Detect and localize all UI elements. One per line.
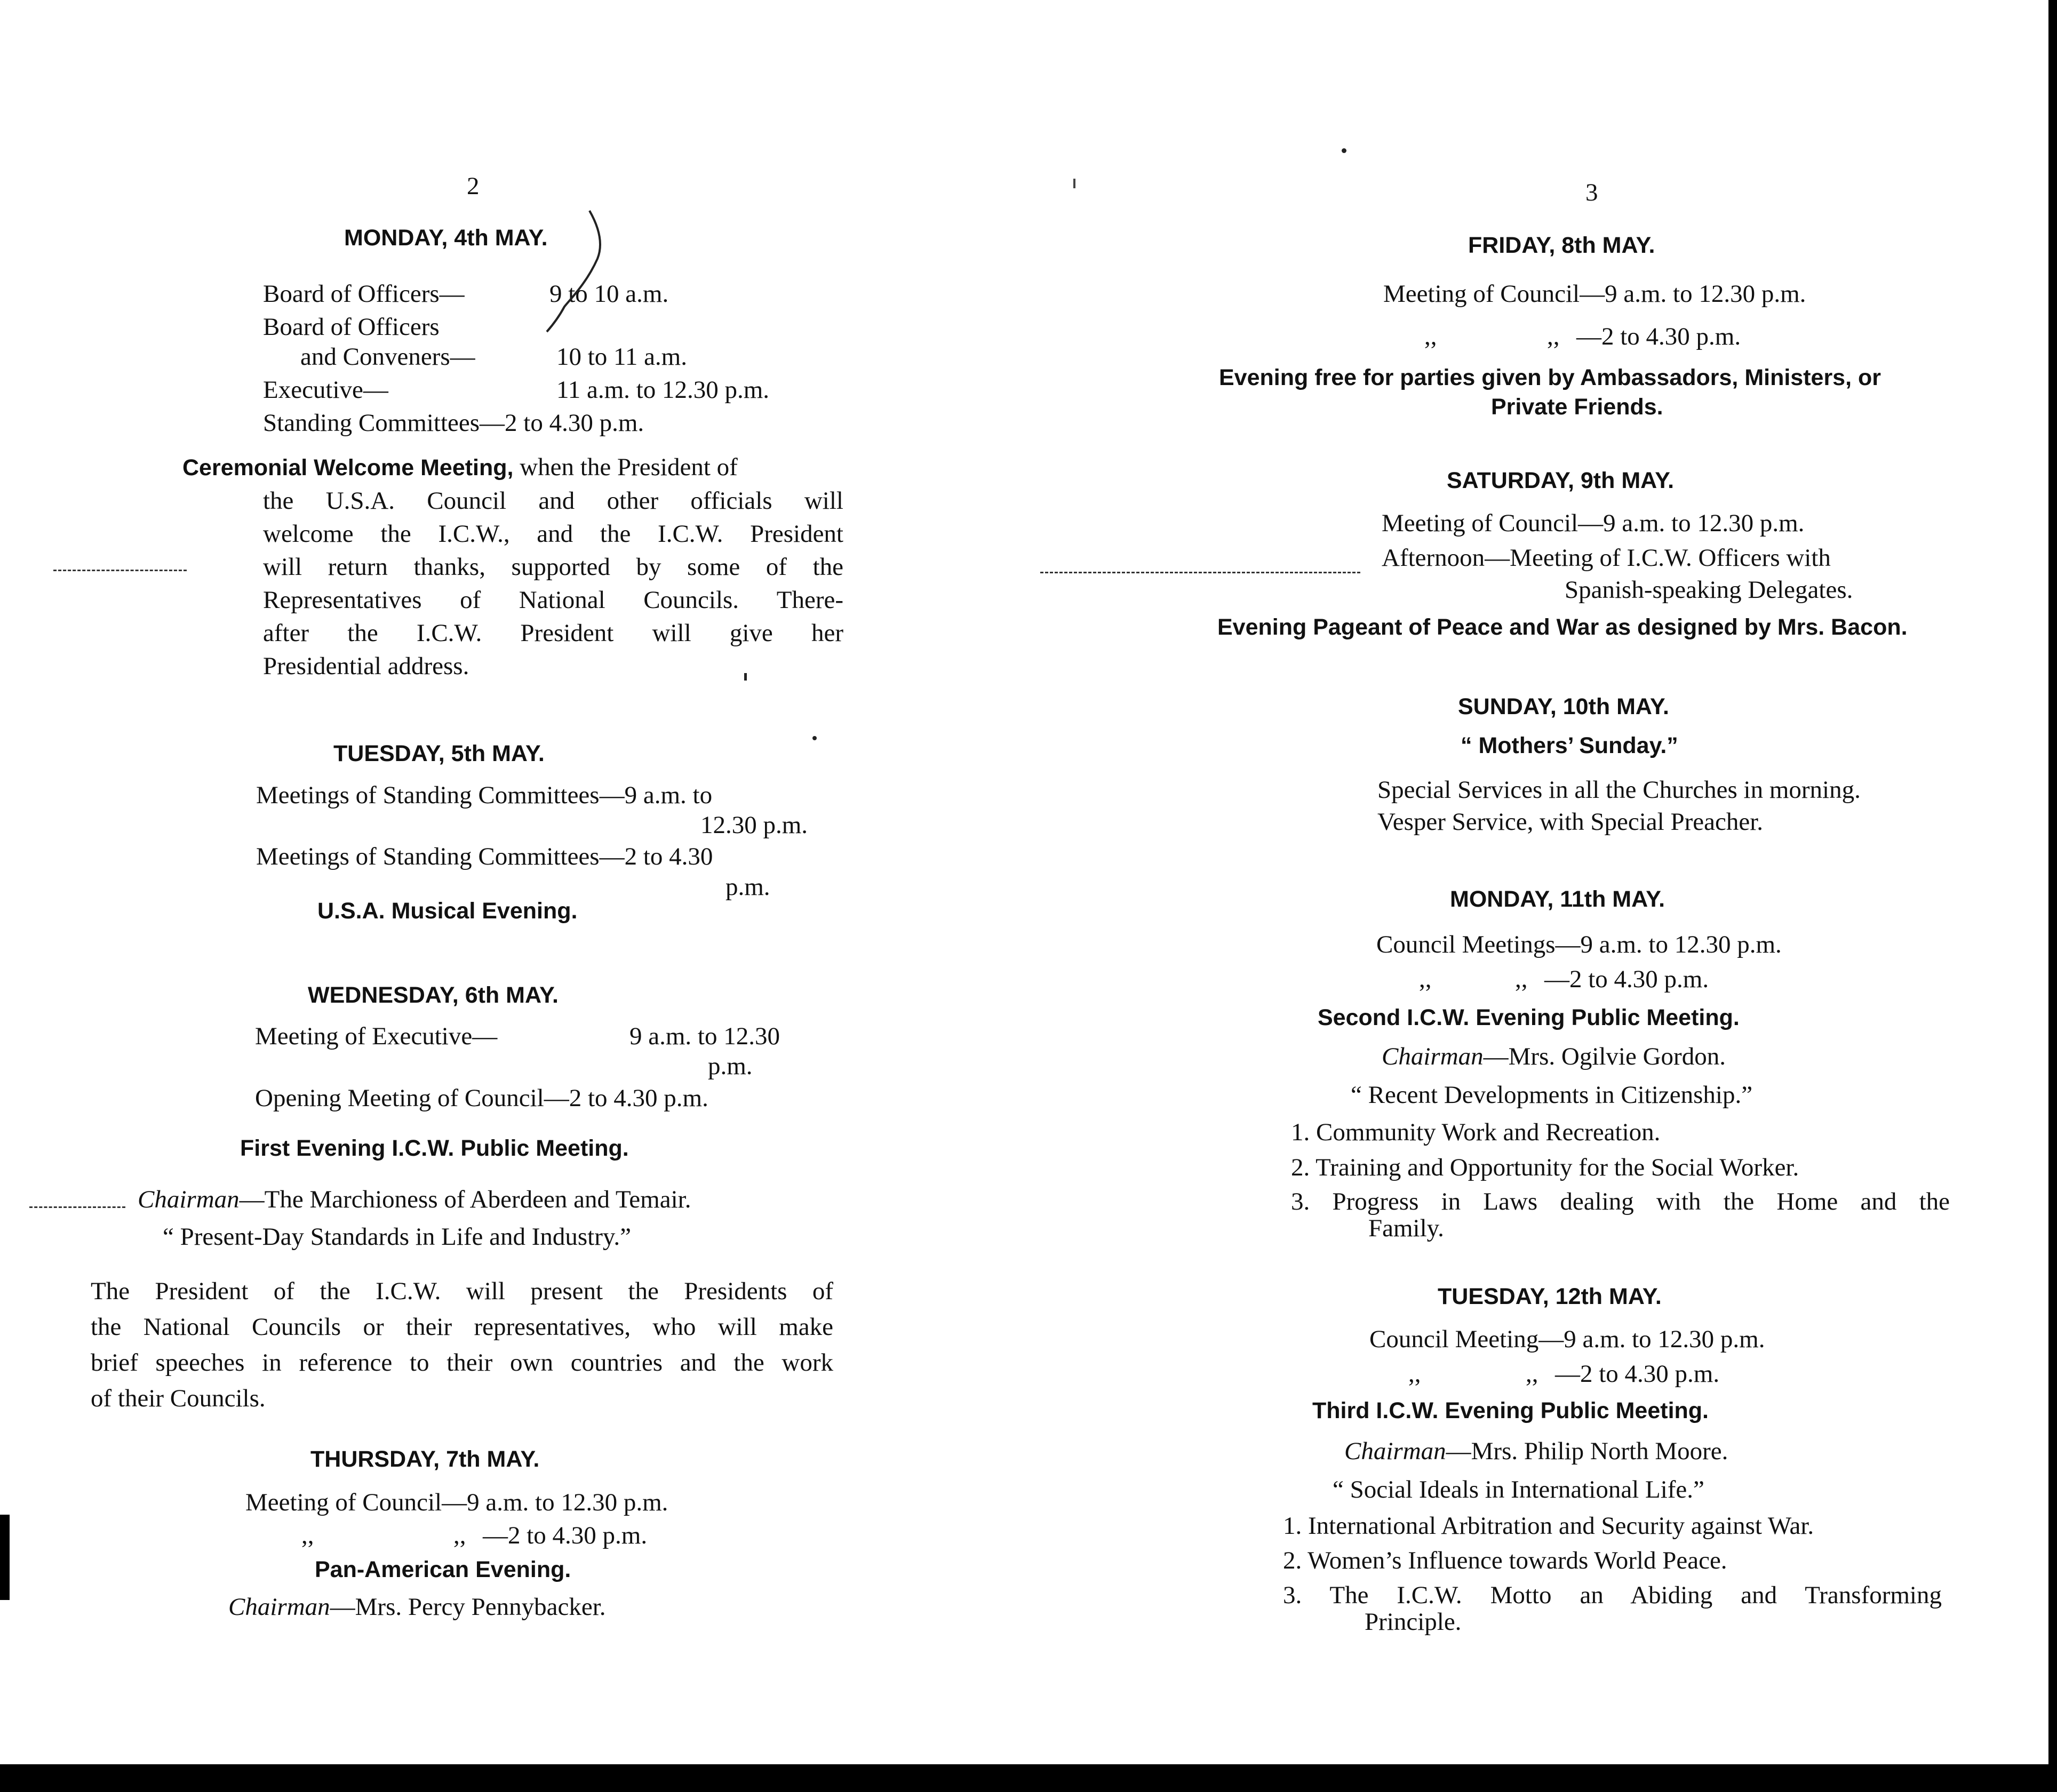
chairman-line <box>228 1590 606 1623</box>
day-subtitle: “ Mothers’ Sunday.” <box>1461 733 1678 758</box>
page-number: 3 <box>1585 179 1598 206</box>
schedule-line: Afternoon—Meeting of I.C.W. Officers with <box>1382 544 1831 572</box>
ditto-mark: ,, <box>453 1522 466 1549</box>
schedule-line-cont: 12.30 p.m. <box>700 811 808 839</box>
schedule-line: Standing Committees—2 to 4.30 p.m. <box>263 409 644 437</box>
ditto-mark: ,, <box>1419 965 1432 993</box>
ditto-mark: ,, <box>1547 323 1560 350</box>
ceremonial-line <box>182 451 738 484</box>
day-heading: TUESDAY, 12th MAY. <box>1438 1284 1662 1309</box>
day-heading: WEDNESDAY, 6th MAY. <box>308 982 559 1008</box>
schedule-line-cont: p.m. <box>725 873 770 901</box>
chairman-label: Chairman <box>1344 1437 1446 1465</box>
ceremonial-title: Ceremonial Welcome Meeting, <box>182 455 514 481</box>
evening-event: Evening Pageant of Peace and War as designed by Mrs. Bacon. <box>1217 614 1908 640</box>
paragraph-line: the National Councils or their representatives, who will make <box>91 1313 833 1341</box>
margin-dash <box>53 570 187 571</box>
margin-dash <box>29 1206 125 1208</box>
chairman-label: Chairman <box>228 1593 330 1621</box>
chairman-line <box>138 1183 691 1216</box>
ditto-mark: ,, <box>1526 1360 1538 1388</box>
schedule-time: 9 a.m. to 12.30 <box>629 1022 780 1050</box>
schedule-line: Meeting of Council—9 a.m. to 12.30 p.m. <box>1382 509 1805 537</box>
chairman-label: Chairman <box>1382 1043 1484 1070</box>
schedule-line: Meetings of Standing Committees—2 to 4.30 <box>256 843 713 870</box>
scan-speck <box>1342 148 1346 153</box>
schedule-line: —2 to 4.30 p.m. <box>1555 1360 1720 1388</box>
ditto-mark: ,, <box>1408 1360 1421 1388</box>
scan-speck <box>812 736 817 740</box>
ditto-mark: ,, <box>301 1522 314 1549</box>
chairman-name: —The Marchioness of Aberdeen and Temair. <box>239 1186 691 1213</box>
list-item-cont: Principle. <box>1365 1608 1462 1636</box>
day-heading: SUNDAY, 10th MAY. <box>1458 694 1669 719</box>
schedule-line: Special Services in all the Churches in morning. <box>1377 776 1861 804</box>
chairman-name: —Mrs. Philip North Moore. <box>1446 1437 1728 1465</box>
list-item: 3. The I.C.W. Motto an Abiding and Transforming <box>1283 1581 1942 1609</box>
chairman-line <box>1344 1435 1728 1468</box>
evening-event: First Evening I.C.W. Public Meeting. <box>240 1135 629 1161</box>
list-item: 2. Training and Opportunity for the Social Worker. <box>1291 1154 1799 1181</box>
chairman-name: —Mrs. Ogilvie Gordon. <box>1483 1043 1726 1070</box>
schedule-label: Board of Officers— <box>263 280 465 308</box>
chairman-label: Chairman <box>138 1186 240 1213</box>
schedule-line: —2 to 4.30 p.m. <box>1576 323 1741 350</box>
list-item: 1. Community Work and Recreation. <box>1291 1118 1661 1146</box>
paragraph-line: welcome the I.C.W., and the I.C.W. President <box>263 520 843 548</box>
schedule-label: Meeting of Executive— <box>255 1022 498 1050</box>
ditto-mark: ,, <box>1515 965 1528 993</box>
list-item: 2. Women’s Influence towards World Peace. <box>1283 1547 1727 1574</box>
schedule-time: 9 to 10 a.m. <box>549 280 669 308</box>
page-number: 2 <box>467 172 480 200</box>
day-heading: SATURDAY, 9th MAY. <box>1447 468 1675 493</box>
margin-dash <box>1040 572 1360 573</box>
list-item: 1. International Arbitration and Security against War. <box>1283 1512 1814 1540</box>
day-heading: THURSDAY, 7th MAY. <box>310 1446 540 1472</box>
evening-event: Third I.C.W. Evening Public Meeting. <box>1312 1398 1709 1423</box>
day-heading: MONDAY, 4th MAY. <box>344 225 548 251</box>
list-item: 3. Progress in Laws dealing with the Home and the <box>1291 1188 1950 1215</box>
evening-event: Second I.C.W. Evening Public Meeting. <box>1318 1005 1740 1030</box>
schedule-line: Council Meetings—9 a.m. to 12.30 p.m. <box>1376 931 1782 958</box>
scan-speck <box>744 673 747 681</box>
pencil-mark <box>544 208 608 352</box>
day-heading: TUESDAY, 5th MAY. <box>333 741 545 766</box>
paragraph-line: Representatives of National Councils. There- <box>263 586 843 614</box>
schedule-line-cont: Spanish-speaking Delegates. <box>1565 576 1853 604</box>
schedule-time: 11 a.m. to 12.30 p.m. <box>556 376 770 404</box>
schedule-line: Vesper Service, with Special Preacher. <box>1377 808 1764 836</box>
topic: “ Present-Day Standards in Life and Industry.” <box>163 1223 631 1251</box>
topic: “ Social Ideals in International Life.” <box>1333 1476 1704 1503</box>
paragraph-line: of their Councils. <box>91 1385 266 1412</box>
scan-speck <box>1073 179 1075 188</box>
paragraph-line: brief speeches in reference to their own countries and the work <box>91 1349 833 1377</box>
ceremonial-text: when the President of <box>520 453 738 481</box>
paragraph-line: the U.S.A. Council and other officials will <box>263 487 843 515</box>
evening-event: Pan-American Evening. <box>315 1557 571 1582</box>
evening-event: U.S.A. Musical Evening. <box>317 898 578 924</box>
topic: “ Recent Developments in Citizenship.” <box>1351 1081 1753 1109</box>
day-heading: MONDAY, 11th MAY. <box>1450 886 1665 912</box>
schedule-label: and Conveners— <box>300 343 475 371</box>
day-heading: FRIDAY, 8th MAY. <box>1468 233 1655 258</box>
schedule-line: —2 to 4.30 p.m. <box>1544 965 1709 993</box>
schedule-line: Opening Meeting of Council—2 to 4.30 p.m. <box>255 1084 708 1112</box>
schedule-line: Meeting of Council—9 a.m. to 12.30 p.m. <box>1383 280 1806 308</box>
paragraph-line: will return thanks, supported by some of the <box>263 553 843 581</box>
scan-edge <box>0 1515 10 1600</box>
schedule-time-cont: p.m. <box>708 1052 753 1080</box>
schedule-label: Executive— <box>263 376 388 404</box>
chairman-name: —Mrs. Percy Pennybacker. <box>330 1593 606 1621</box>
ditto-mark: ,, <box>1424 323 1437 350</box>
evening-event: Private Friends. <box>1491 394 1663 420</box>
schedule-line: Council Meeting—9 a.m. to 12.30 p.m. <box>1369 1325 1765 1353</box>
paragraph-line: Presidential address. <box>263 652 469 680</box>
schedule-time: 10 to 11 a.m. <box>556 343 687 371</box>
schedule-label: Board of Officers <box>263 313 440 341</box>
paragraph-line: The President of the I.C.W. will present the Presidents of <box>91 1277 833 1305</box>
list-item-cont: Family. <box>1368 1214 1444 1242</box>
evening-event: Evening free for parties given by Ambassadors, Ministers, or <box>1219 365 1881 390</box>
schedule-line: Meetings of Standing Committees—9 a.m. to <box>256 781 713 809</box>
schedule-line: Meeting of Council—9 a.m. to 12.30 p.m. <box>245 1489 668 1516</box>
chairman-line <box>1382 1040 1726 1073</box>
schedule-line: —2 to 4.30 p.m. <box>483 1522 648 1549</box>
paragraph-line: after the I.C.W. President will give her <box>263 619 843 647</box>
